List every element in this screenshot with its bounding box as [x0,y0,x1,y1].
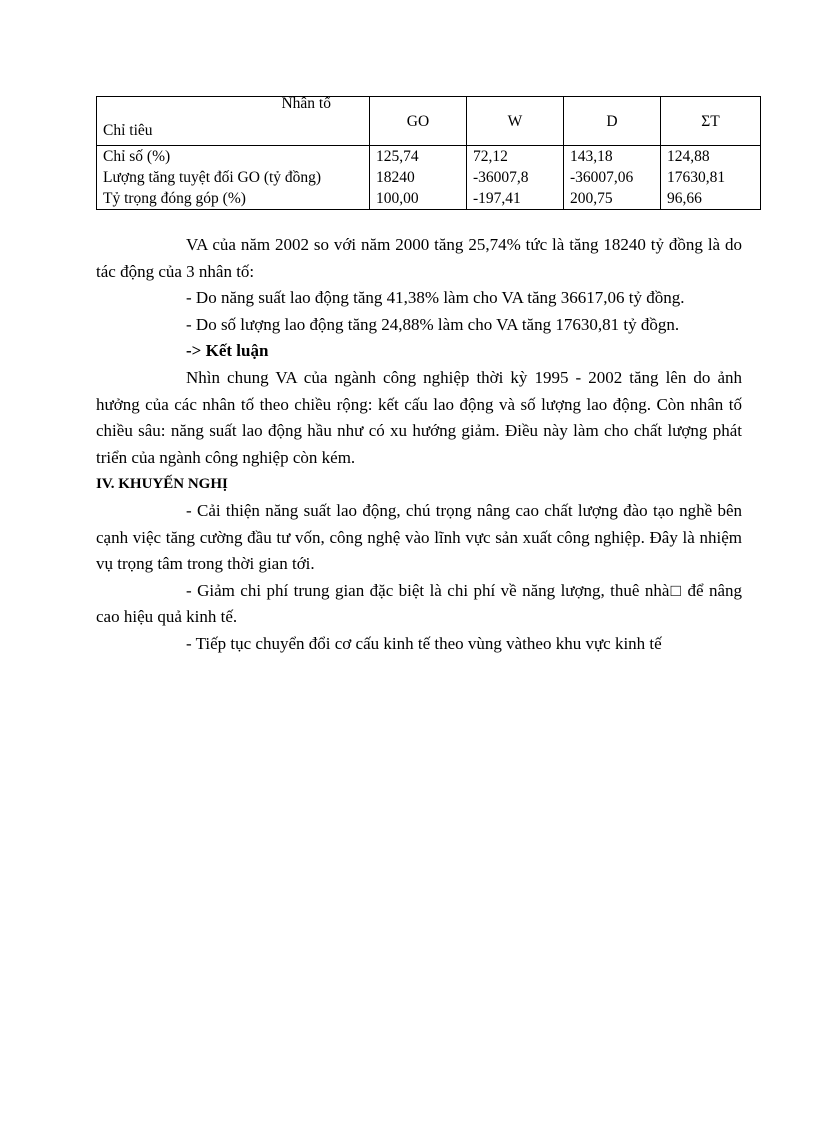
corner-bottom-label: Chỉ tiêu [103,122,153,139]
row-label: Lượng tăng tuyệt đối GO (tỷ đồng) [97,167,370,188]
table-cell: 72,12 [467,146,564,168]
header-go: GO [370,97,467,146]
body-text [96,232,742,658]
factor-table-container [96,96,760,210]
section-heading: IV. KHUYẾN NGHỊ [96,476,228,493]
table-cell: 100,00 [370,188,467,210]
header-d: D [564,97,661,146]
factor-table [96,96,761,210]
conclusion-heading: -> Kết luận [186,341,269,361]
table-cell: 143,18 [564,146,661,168]
paragraph-recommendation-3: - Tiếp tục chuyển đổi cơ cấu kinh tế theo vùng vàtheo khu vực kinh tế [186,633,662,653]
paragraph-labor-quantity: - Do số lượng lao động tăng 24,88% làm cho VA tăng 17630,81 tỷ đồgn. [186,314,680,334]
table-cell: 125,74 [370,146,467,168]
corner-top-label: Nhân tố [281,95,331,112]
row-label: Tỷ trọng đóng góp (%) [97,188,370,210]
table-cell: -197,41 [467,188,564,210]
table-row [97,188,761,210]
table-cell: 124,88 [661,146,761,168]
header-sum-t: ΣT [661,97,761,146]
paragraph-recommendation-2: - Giảm chi phí trung gian đặc biệt là chi phí về năng lượng, thuê nhà□ để nâng cao hiệu quả kinh tế. [96,580,742,627]
table-row [97,167,761,188]
table-cell: 200,75 [564,188,661,210]
paragraph-productivity: - Do năng suất lao động tăng 41,38% làm cho VA tăng 36617,06 tỷ đồng. [186,288,685,308]
corner-header-cell [97,97,370,146]
table-cell: 18240 [370,167,467,188]
table-row [97,146,761,168]
paragraph-recommendation-1: - Cải thiện năng suất lao động, chú trọng nâng cao chất lượng đào tạo nghề bên cạnh việc tăng cường đầu tư vốn, công nghệ vào lĩnh vực sản xuất công nghiệp. Đây là nhiệm vụ trọng tâm trong thời gian tới. [96,500,742,574]
row-label: Chỉ số (%) [97,146,370,168]
header-w: W [467,97,564,146]
table-cell: -36007,06 [564,167,661,188]
paragraph-conclusion: Nhìn chung VA của ngành công nghiệp thời kỳ 1995 - 2002 tăng lên do ảnh hưởng của các nhân tố theo chiều rộng: kết cấu lao động và số lượng lao động. Còn nhân tố chiều sâu: năng suất lao động hầu như có xu hướng giảm. Điều này làm cho chất lượng phát triển của ngành công nghiệp còn kém. [96,367,742,467]
table-cell: 96,66 [661,188,761,210]
table-cell: -36007,8 [467,167,564,188]
table-cell: 17630,81 [661,167,761,188]
paragraph-va-growth: VA của năm 2002 so với năm 2000 tăng 25,74% tức là tăng 18240 tỷ đồng là do tác động của 3 nhân tố: [96,235,742,281]
table-header-row [97,97,761,146]
